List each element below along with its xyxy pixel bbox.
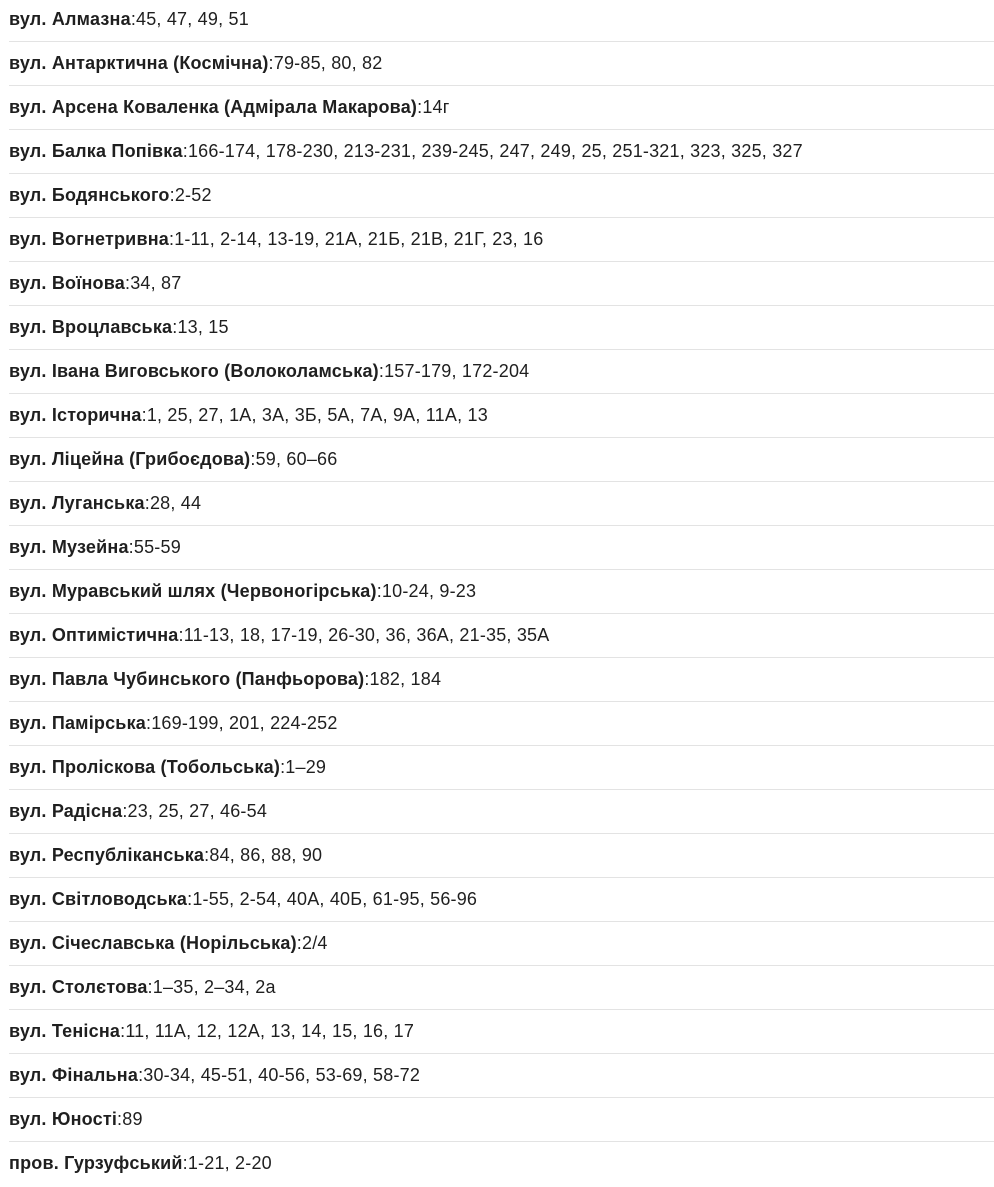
street-row: [9, 790, 994, 834]
street-row: [9, 86, 994, 130]
street-row: [9, 1010, 994, 1054]
house-numbers: 79-85, 80, 82: [273, 53, 383, 73]
street-name: вул. Проліскова (Тобольська): [9, 757, 281, 777]
house-numbers: 89: [122, 1109, 143, 1129]
street-name: вул. Юності: [9, 1109, 118, 1129]
house-numbers: 157-179, 172-204: [384, 361, 530, 381]
house-numbers: 30-34, 45-51, 40-56, 53-69, 58-72: [143, 1065, 421, 1085]
street-name: вул. Радісна: [9, 801, 123, 821]
street-name: пров. Гурзуфський: [9, 1153, 183, 1173]
street-row: [9, 878, 994, 922]
house-numbers: 1, 25, 27, 1А, 3А, 3Б, 5А, 7А, 9А, 11А, 13: [146, 405, 488, 425]
house-numbers: 10-24, 9-23: [381, 581, 477, 601]
separator: :: [178, 625, 184, 645]
street-name: вул. Ліцейна (Грибоєдова): [9, 449, 251, 469]
house-numbers: 2-52: [174, 185, 212, 205]
separator: :: [204, 845, 210, 865]
street-name: вул. Муравський шлях (Червоногірська): [9, 581, 377, 601]
house-numbers: 84, 86, 88, 90: [209, 845, 323, 865]
house-numbers: 34, 87: [130, 273, 182, 293]
separator: :: [144, 493, 150, 513]
house-numbers: 1-55, 2-54, 40А, 40Б, 61-95, 56-96: [192, 889, 478, 909]
street-row: [9, 614, 994, 658]
street-name: вул. Вогнетривна: [9, 229, 169, 249]
separator: :: [128, 537, 134, 557]
house-numbers: 14г: [422, 97, 450, 117]
street-row: [9, 702, 994, 746]
street-name: вул. Воїнова: [9, 273, 125, 293]
street-row: [9, 526, 994, 570]
house-numbers: 23, 25, 27, 46-54: [127, 801, 268, 821]
street-row: [9, 218, 994, 262]
house-numbers: 166-174, 178-230, 213-231, 239-245, 247, 249, 25, 251-321, 323, 325, 327: [187, 141, 803, 161]
street-name: вул. Столєтова: [9, 977, 148, 997]
house-numbers: 11, 11А, 12, 12А, 13, 14, 15, 16, 17: [125, 1021, 415, 1041]
street-row: [9, 1054, 994, 1098]
separator: :: [125, 273, 131, 293]
separator: :: [376, 581, 382, 601]
street-name: вул. Памірська: [9, 713, 146, 733]
separator: :: [296, 933, 302, 953]
street-name: вул. Оптимістична: [9, 625, 179, 645]
separator: :: [268, 53, 274, 73]
street-row: [9, 438, 994, 482]
street-name: вул. Івана Виговського (Волоколамська): [9, 361, 379, 381]
street-row: [9, 174, 994, 218]
house-numbers: 1-11, 2-14, 13-19, 21А, 21Б, 21В, 21Г, 23, 16: [174, 229, 544, 249]
separator: :: [417, 97, 423, 117]
street-row: [9, 350, 994, 394]
separator: :: [169, 185, 175, 205]
separator: :: [138, 1065, 144, 1085]
separator: :: [172, 317, 178, 337]
street-row: [9, 922, 994, 966]
separator: :: [182, 1153, 188, 1173]
separator: :: [280, 757, 286, 777]
house-numbers: 59, 60–66: [255, 449, 338, 469]
house-numbers: 28, 44: [149, 493, 202, 513]
house-numbers: 45, 47, 49, 51: [136, 9, 249, 29]
street-row: [9, 42, 994, 86]
house-numbers: 55-59: [133, 537, 181, 557]
street-row: [9, 306, 994, 350]
street-name: вул. Луганська: [9, 493, 145, 513]
separator: :: [130, 9, 137, 29]
house-numbers: 1-21, 2-20: [187, 1153, 272, 1173]
house-numbers: 182, 184: [369, 669, 442, 689]
street-name: вул. Музейна: [9, 537, 129, 557]
street-row: [9, 130, 994, 174]
street-row: [9, 1098, 994, 1142]
house-numbers: 13, 15: [177, 317, 229, 337]
street-name: вул. Січеславська (Норільська): [9, 933, 297, 953]
street-row: [9, 746, 994, 790]
house-numbers: 1–35, 2–34, 2а: [152, 977, 276, 997]
separator: :: [187, 889, 193, 909]
street-name: вул. Балка Попівка: [9, 141, 183, 161]
separator: :: [169, 229, 175, 249]
street-row: [9, 834, 994, 878]
street-name: вул. Павла Чубинського (Панфьорова): [9, 669, 365, 689]
street-row: [9, 262, 994, 306]
house-numbers: 1–29: [285, 757, 327, 777]
street-name: вул. Історична: [9, 405, 142, 425]
separator: :: [147, 977, 153, 997]
street-row: [9, 394, 994, 438]
street-row: [9, 1142, 994, 1185]
separator: :: [182, 141, 188, 161]
street-row: [9, 570, 994, 614]
separator: :: [120, 1021, 126, 1041]
street-name: вул. Республіканська: [9, 845, 205, 865]
street-name: вул. Арсена Коваленка (Адмірала Макарова): [9, 97, 418, 117]
street-row: [9, 966, 994, 1010]
separator: :: [378, 361, 385, 381]
separator: :: [141, 405, 147, 425]
street-name: вул. Фінальна: [9, 1065, 139, 1085]
house-numbers: 11-13, 18, 17-19, 26-30, 36, 36А, 21-35, 35А: [183, 625, 550, 645]
street-row: [9, 482, 994, 526]
separator: :: [250, 449, 256, 469]
street-name: вул. Антарктична (Космічна): [9, 53, 269, 73]
street-row: [9, 0, 994, 42]
house-numbers: 2/4: [302, 933, 328, 953]
street-name: вул. Бодянського: [9, 185, 170, 205]
street-name: вул. Світловодська: [9, 889, 188, 909]
separator: :: [145, 713, 152, 733]
street-row: [9, 658, 994, 702]
street-name: вул. Алмазна: [9, 9, 131, 29]
street-name: вул. Тенісна: [9, 1021, 121, 1041]
separator: :: [117, 1109, 123, 1129]
house-numbers: 169-199, 201, 224-252: [151, 713, 338, 733]
street-name: вул. Вроцлавська: [9, 317, 173, 337]
separator: :: [364, 669, 370, 689]
separator: :: [122, 801, 128, 821]
